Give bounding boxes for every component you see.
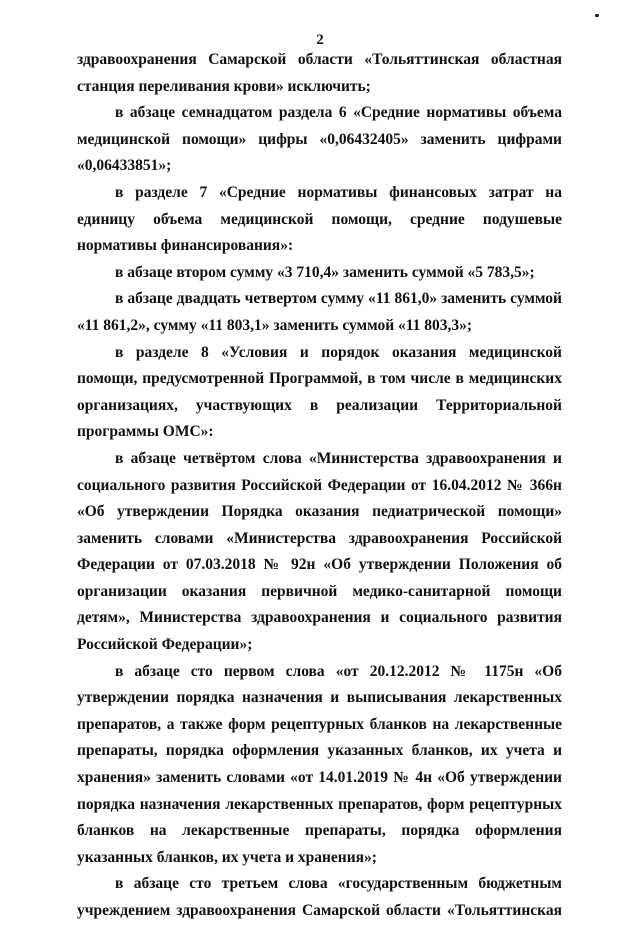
paragraph-section-8-item-101: в абзаце сто первом слова «от 20.12.2012 № 1175н «Об утверждении порядка назначения и выписывания лекарственных препаратов, а также форм рецептурных бланков на лекарственные препараты, порядка оформления указанных бланков, их учета и хранения» заменить словами «от 14.01.2019 № 4н «Об утверждении порядка назначения лекарственных препаратов, форм рецептурных бланков на лекарственные препараты, порядка оформления указанных бланков, их учета и хранения»; (77, 662, 562, 866)
scan-speck-mark (595, 14, 599, 17)
paragraph-section-6-amendment: в абзаце семнадцатом раздела 6 «Средние нормативы объема медицинской помощи» цифры «0,06432405» заменить цифрами «0,06433851»; (77, 104, 562, 175)
paragraph-section-8-item-4: в абзаце четвёртом слова «Министерства здравоохранения и социального развития Российской Федерации от 16.04.2012 № 366н «Об утверждении Порядка оказания педиатрической помощи» заменить словами «Министерства здравоохранения Российской Федерации от 07.03.2018 № 92н «Об утверждении Положения об организации оказания первичной медико-санитарной помощи детям», Министерства здравоохранения и социального развития Российской Федерации»; (77, 449, 562, 654)
paragraph-section-8-heading: в разделе 8 «Условия и порядок оказания медицинской помощи, предусмотренной Программой, в том числе в медицинских организациях, участвующих в реализации Территориальной программы ОМС»: (77, 343, 562, 441)
paragraph-section-7-item-24: в абзаце двадцать четвертом сумму «11 861,0» заменить суммой «11 861,2», сумму «11 803,1» заменить суммой «11 803,3»; (77, 290, 562, 334)
document-body (77, 47, 562, 925)
page-number: 2 (316, 32, 324, 48)
paragraph-section-8-item-103: в абзаце сто третьем слова «государственным бюджетным учреждением здравоохранения Самарской области «Тольяттинская (77, 875, 562, 919)
paragraph-section-7-item-2: в абзаце втором сумму «3 710,4» заменить суммой «5 783,5»; (115, 263, 535, 281)
paragraph-section-7-heading: в разделе 7 «Средние нормативы финансовых затрат на единицу объема медицинской помощи, средние подушевые нормативы финансирования»: (77, 183, 562, 255)
paragraph-continuation: здравоохранения Самарской области «Тольяттинская областная станция переливания крови» исключить; (77, 51, 562, 95)
